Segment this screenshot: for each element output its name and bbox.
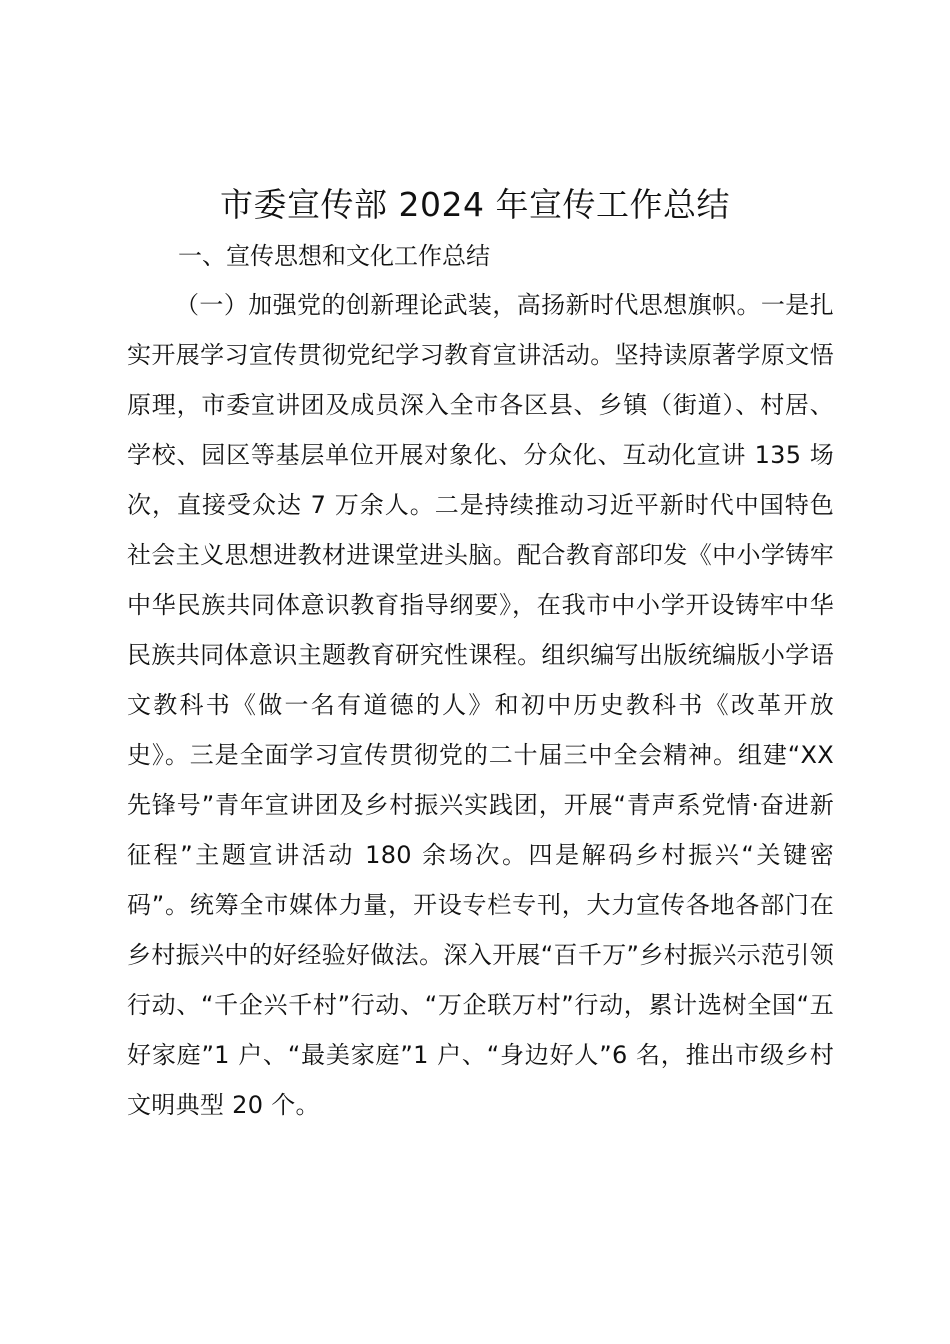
section-heading: 一、宣传思想和文化工作总结 — [178, 242, 490, 270]
document-title: 市委宣传部 2024 年宣传工作总结 — [220, 185, 730, 224]
body-paragraph: （一）加强党的创新理论武装，高扬新时代思想旗帜。一是扎实开展学习宣传贯彻党纪学习教育宣讲活动。坚持读原著学原文悟原理，市委宣讲团及成员深入全市各区县、乡镇（街道）、村居、学校、园区等基层单位开展对象化、分众化、互动化宣讲 135 场次，直接受众达 7 万余人。二是持续推动习近平新时代中国特色社会主义思想进教材进课堂进头脑。配合教育部印发《中小学铸牢中华民族共同体意识教育指导纲要》，在我市中小学开设铸牢中华民族共同体意识主题教育研究性课程。组织编写出版统编版小学语文教科书《做一名有道德的人》和初中历史教科书《改革开放史》。三是全面学习宣传贯彻党的二十届三中全会精神。组建“XX 先锋号”青年宣讲团及乡村振兴实践团，开展“青声系党情·奋进新征程”主题宣讲活动 180 余场次。四是解码乡村振兴“关键密码”。统筹全市媒体力量，开设专栏专刊，大力宣传各地各部门在乡村振兴中的好经验好做法。深入开展“百千万”乡村振兴示范引领行动、“千企兴千村”行动、“万企联万村”行动，累计选树全国“五好家庭”1 户、“最美家庭”1 户、“身边好人”6 名，推出市级乡村文明典型 20 个。 — [127, 291, 834, 1119]
